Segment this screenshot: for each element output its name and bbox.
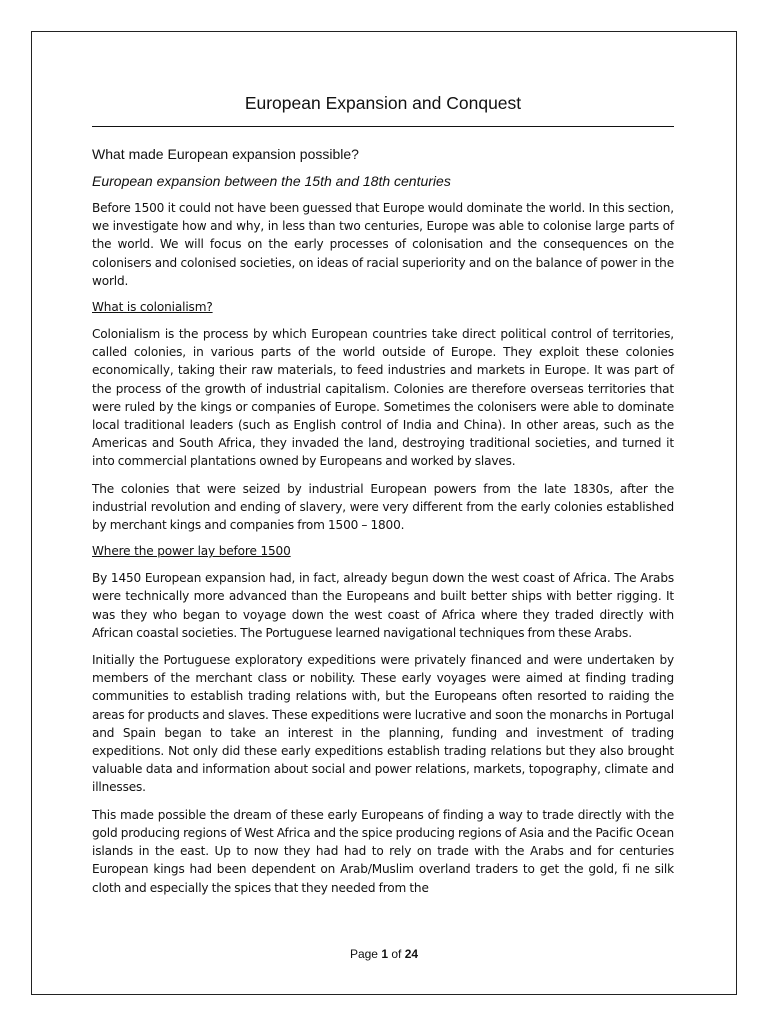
total-pages-number: 24 (404, 947, 419, 961)
paragraph-trade-routes: This made possible the dream of these early Europeans of finding a way to trade directly with the gold producing regions of West Africa and the spice producing regions of Asia and the Pacific Ocean islands in the east. Up to now they had had to rely on trade with the Arabs and for centuries European kings had been dependent on Arab/Muslim overland traders to get the gold, fi ne silk cloth and especially the spices that they needed from the (92, 807, 674, 895)
subsection-title-colonialism: What is colonialism? (92, 300, 213, 315)
paragraph-colonialism-definition: Colonialism is the process by which European countries take direct political control of territories, called colonies, in various parts of the world outside of Europe. They exploit these colonies economically, taking their raw materials, to feed industries and markets in Europe. It was part of the process of the growth of industrial capitalism. Colonies are therefore overseas territories that were ruled by the kings or companies of Europe. Sometimes the colonisers were able to dominate local traditional leaders (such as English control of India and China). In other areas, such as the Americas and South Africa, they invaded the land, destroying traditional societies, and turned it into commercial plantations owned by Europeans and worked by slaves. (92, 327, 674, 469)
document-title: European Expansion and Conquest (244, 93, 522, 113)
subsection-title-power: Where the power lay before 1500 (92, 544, 291, 559)
section-subheading: European expansion between the 15th and 18th centuries (92, 173, 451, 189)
page-label: Page (349, 947, 378, 961)
section-heading: What made European expansion possible? (92, 146, 359, 162)
paragraph-arab-navigation: By 1450 European expansion had, in fact, already begun down the west coast of Africa. The Arabs were technically more advanced than the Europeans and built better ships with better rigging. It was they who began to voyage down the west coast of Africa where they traded directly with African coastal societies. The Portuguese learned navigational techniques from these Arabs. (92, 571, 674, 640)
title-divider (92, 126, 674, 127)
current-page-number: 1 (381, 947, 388, 961)
paragraph-portuguese-expeditions: Initially the Portuguese exploratory expeditions were privately financed and were undertaken by members of the merchant class or nobility. These early voyages were aimed at finding trading communities to establish trading relations with, but the Europeans often resorted to raiding the areas for products and slaves. These expeditions were lucrative and soon the monarchs in Portugal and Spain began to take an interest in the planning, funding and investment of trading expeditions. Not only did these early expeditions establish trading relations but they also brought valuable data and information about social and power relations, markets, topography, climate and illnesses. (92, 653, 674, 795)
page-of-label: of (391, 947, 402, 961)
paragraph-intro: Before 1500 it could not have been guessed that Europe would dominate the world. In this section, we investigate how and why, in less than two centuries, Europe was able to colonise large parts of the world. We will focus on the early processes of colonisation and the consequences on the colonisers and colonised societies, on ideas of racial superiority and on the balance of power in the world. (92, 201, 674, 288)
document-body (92, 84, 674, 897)
paragraph-industrial-colonies: The colonies that were seized by industrial European powers from the late 1830s, after the industrial revolution and ending of slavery, were very different from the early colonies established by merchant kings and companies from 1500 – 1800. (92, 481, 674, 533)
page-footer (0, 947, 768, 961)
